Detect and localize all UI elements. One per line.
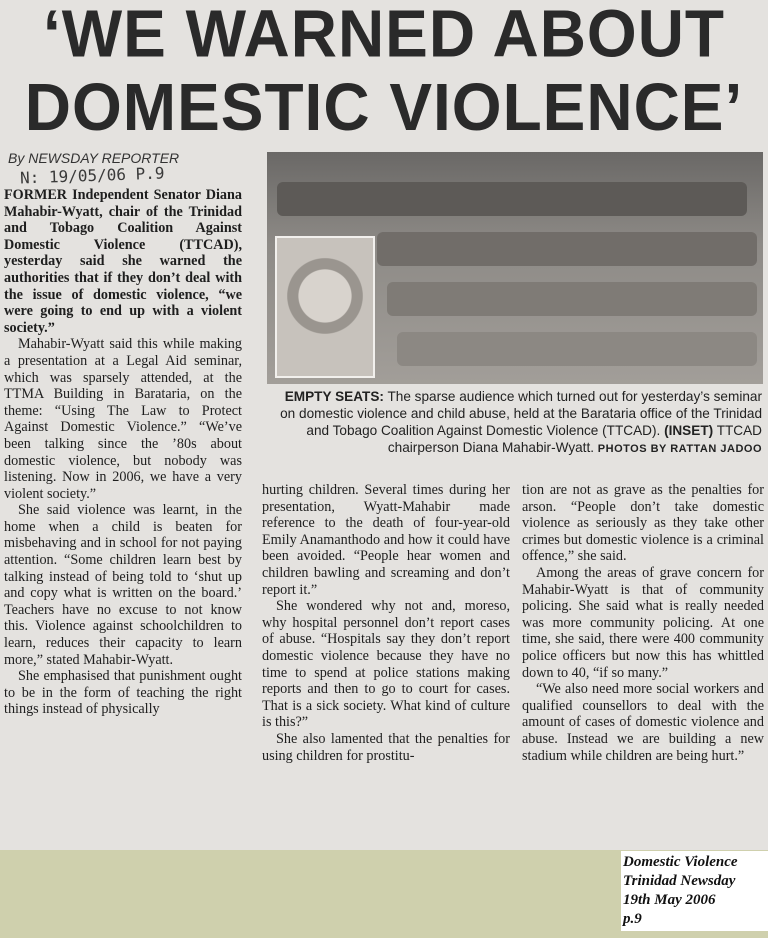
photo-caption: [270, 388, 762, 458]
photo-credit: PHOTOS BY RATTAN JADOO: [597, 443, 762, 455]
article-paragraph: She also lamented that the penalties for using children for prostitu-: [262, 730, 510, 764]
article-paragraph: “We also need more social workers and qualified counsellors to deal with the amount of cases of domestic violence and abuse. Instead we are building a new stadium while children are being hurt.”: [522, 681, 764, 764]
caption-label: EMPTY SEATS:: [284, 389, 384, 404]
article-paragraph: Mahabir-Wyatt said this while making a presentation at a Legal Aid seminar, which was sparsely attended, at the TTMA Building in Barataria, on the theme: “Using The Law to Protect Against Domestic Violence.” “We’ve been talking since the ’80s about domestic violence, but nobody was listening. Now in 2006, we have a very violent society.”: [4, 336, 242, 502]
headline: [6, 0, 762, 144]
article-paragraph: hurting children. Several times during her presentation, Wyatt-Mahabir made reference to the death of four-year-old Emily Anamanthodo and how it could have been avoided. “People hear women and children bawling and screaming and don’t report it.”: [262, 482, 510, 598]
caption-inset-text: TTCAD chairperson Diana Mahabir-Wyatt.: [387, 423, 762, 455]
article-column-3: [522, 482, 764, 764]
caption-inset-label: (INSET): [664, 423, 714, 438]
source-date: 19th May 2006: [623, 892, 716, 908]
headline-line-1: ‘WE WARNED ABOUT: [42, 0, 726, 72]
article-column-1: [4, 187, 242, 718]
article-paragraph: Among the areas of grave concern for Mahabir-Wyatt is that of community policing. She said what is really needed was more community policing. At one time, she said, there were 400 community police officers but now this has whittled down to 40, “if so many.”: [522, 564, 764, 681]
source-topic: Domestic Violence: [623, 854, 738, 870]
inset-portrait-photo: [275, 236, 375, 378]
article-paragraph: tion are not as grave as the penalties for arson. “People don’t take domestic violence as seriously as they take other crimes but domestic violence is a criminal offence,” she said.: [522, 482, 764, 565]
article-column-2: [262, 482, 510, 764]
article-paragraph: She wondered why not and, moreso, why hospital personnel don’t report cases of abuse. “Hospitals say they don’t report domestic violence because they have no time to spend at police stations making reports and then to go to court for cases. That is a sick society. What kind of culture is this?”: [262, 598, 510, 731]
byline: By NEWSDAY REPORTER: [8, 150, 180, 166]
source-note: [621, 851, 768, 931]
source-publication: Trinidad Newsday: [623, 873, 736, 889]
article-lead-paragraph: FORMER Independent Senator Diana Mahabir-Wyatt, chair of the Trinidad and Tobago Coalition Against Domestic Violence (TTCAD), yesterday said she warned the authorities that if they don’t deal with the issue of domestic violence, “we were going to end up with a violent society.”: [4, 187, 242, 336]
caption-text: The sparse audience which turned out for yesterday’s seminar on domestic violence and child abuse, held at the Barataria office of the Trinidad and Tobago Coalition Against Domestic Violence (TTCAD).: [280, 389, 762, 438]
article-paragraph: She emphasised that punishment ought to be in the form of teaching the right things instead of physically: [4, 668, 242, 718]
headline-line-2: DOMESTIC VIOLENCE’: [24, 68, 744, 145]
article-paragraph: She said violence was learnt, in the home when a child is beaten for misbehaving and in school for not paying attention. “Some children learn best by talking instead of being told to ‘shut up and copy what is written on the board.’ Teachers have no excuse to not know this. Violence against schoolchildren to learn, reduces their capacity to learn more,” stated Mahabir-Wyatt.: [4, 502, 242, 668]
handwritten-date-note: N: 19/05/06 P.9: [19, 163, 165, 188]
source-page: p.9: [623, 911, 642, 927]
